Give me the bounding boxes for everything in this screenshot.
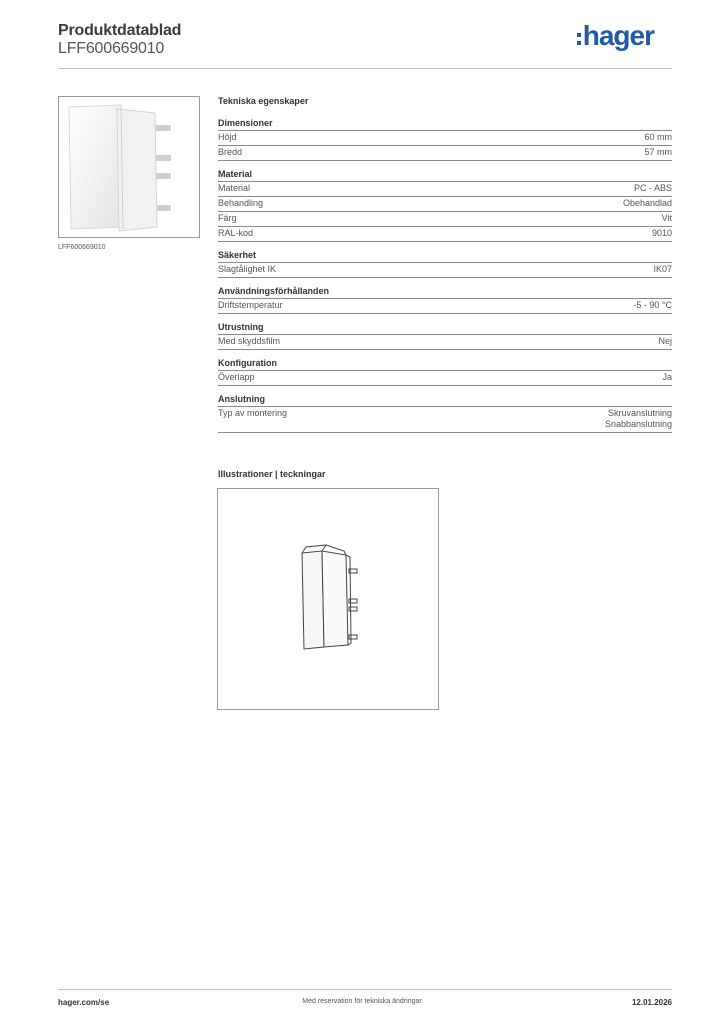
spec-row [218,131,672,146]
footer-website: hager.com/se [58,998,110,1007]
spec-value: IK07 [653,264,672,274]
spec-value [605,408,672,430]
spec-value-line: Snabbanslutning [604,419,672,429]
spec-label: Färg [218,213,237,223]
spec-row [218,299,672,314]
section-heading: Dimensioner [218,118,672,131]
spec-label: Slagtålighet IK [218,264,277,274]
footer-date: 12.01.2026 [631,998,672,1007]
technical-specs [218,96,672,441]
spec-section-equipment [218,322,672,350]
spec-value: PC - ABS [633,183,672,193]
spec-row [218,407,672,433]
spec-row [218,227,672,242]
spec-section-safety [218,250,672,278]
illustration-drawing [217,488,439,710]
spec-value: Obehandlad [622,198,672,208]
illustrations-title: Illustrationer | teckningar [218,469,326,479]
spec-value: -5 - 90 °C [633,300,672,310]
spec-value: Nej [658,336,672,346]
spec-label: Typ av montering [218,408,288,418]
spec-value-line: Skruvanslutning [607,408,672,418]
logo-text: hager [582,20,654,51]
spec-row [218,263,672,278]
spec-section-dimensions [218,118,672,161]
spec-row [218,371,672,386]
technical-drawing-icon [218,489,438,709]
spec-section-connection [218,394,672,433]
spec-row [218,335,672,350]
section-heading: Användningsförhållanden [218,286,672,299]
section-heading: Säkerhet [218,250,672,263]
spec-section-material [218,169,672,242]
section-heading: Utrustning [218,322,672,335]
spec-value: 9010 [651,228,672,238]
spec-label: RAL-kod [218,228,254,238]
spec-row [218,146,672,161]
spec-value: 57 mm [644,147,672,157]
spec-label: Överlapp [218,372,255,382]
specs-title: Tekniska egenskaper [218,96,309,106]
header-divider [58,68,672,69]
section-heading: Konfiguration [218,358,672,371]
product-image-caption: LFF600669010 [58,244,106,251]
spec-row [218,197,672,212]
spec-section-operating-conditions [218,286,672,314]
spec-label: Med skyddsfilm [218,336,281,346]
document-article-number: LFF600669010 [58,40,165,57]
section-heading: Anslutning [218,394,672,407]
logo-dots-icon [577,33,581,45]
spec-label: Höjd [218,132,237,142]
spec-value: Vit [661,213,672,223]
spec-section-configuration [218,358,672,386]
spec-label: Material [218,183,251,193]
section-heading: Material [218,169,672,182]
spec-row [218,182,672,197]
product-image [58,96,200,238]
spec-label: Behandling [218,198,264,208]
footer-notice: Med reservation för tekniska ändringar [302,998,422,1005]
page-header [58,20,672,66]
spec-value: Ja [662,372,672,382]
document-title: Produktdatablad [58,22,182,39]
spec-label: Driftstemperatur [218,300,283,310]
spec-row [218,212,672,227]
spec-label: Bredd [218,147,243,157]
spec-value: 60 mm [644,132,672,142]
footer-divider [58,989,672,990]
product-photo-icon [59,97,199,237]
hager-logo [577,20,654,52]
